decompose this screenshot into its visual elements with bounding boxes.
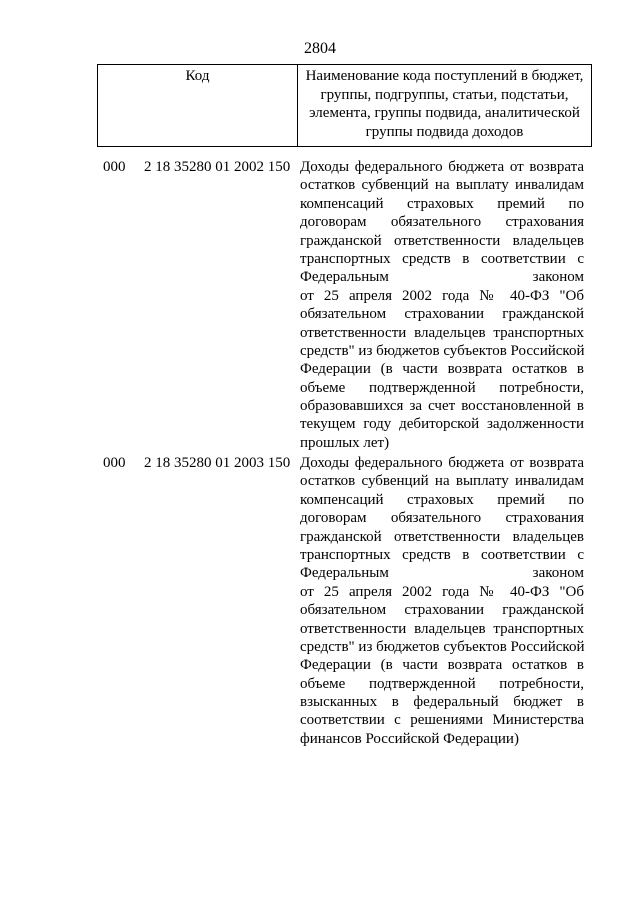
description-line: обязательном страховании гражданской — [300, 306, 584, 323]
header-name-line: группы, подгруппы, статьи, подстатьи, — [320, 86, 569, 103]
budget-code: 2 18 35280 01 2003 150 — [144, 455, 291, 471]
description-line: Федерации (в части возврата остатков в — [300, 361, 584, 378]
description-line: Федеральным законом — [300, 565, 584, 582]
page-number: 2804 — [304, 40, 336, 57]
description-line: транспортных средств в соответствии с — [300, 250, 584, 267]
header-name-line: Наименование кода поступлений в бюджет, — [305, 68, 584, 84]
description-line: обязательном страховании гражданской — [300, 602, 584, 619]
description-line: гражданской ответственности владельцев — [300, 232, 584, 249]
description-line: Доходы федерального бюджета от возврата — [300, 455, 584, 471]
row-description — [300, 158, 584, 452]
description-line: текущем году дебиторской задолженности — [300, 416, 584, 433]
row-description — [300, 454, 584, 748]
description-line: от 25 апреля 2002 года № 40-ФЗ "Об — [300, 583, 584, 600]
description-line: ответственности владельцев транспортных — [300, 620, 584, 637]
description-line: средств" из бюджетов субъектов Российской — [300, 638, 585, 655]
admin-code: 000 — [103, 159, 126, 175]
description-line: соответствии с решениями Министерства — [300, 712, 584, 729]
description-line: объеме подтвержденной потребности, — [300, 675, 584, 692]
description-line: остатков субвенций на выплату инвалидам — [300, 177, 584, 194]
description-line: прошлых лет) — [300, 434, 390, 451]
description-line: компенсаций страховых премий по — [300, 491, 584, 508]
header-code-cell: Код — [98, 65, 298, 146]
budget-code: 2 18 35280 01 2002 150 — [144, 159, 291, 175]
admin-code: 000 — [103, 455, 126, 471]
header-name-line: группы подвида доходов — [365, 123, 524, 140]
description-line: остатков субвенций на выплату инвалидам — [300, 473, 584, 490]
description-line: Доходы федерального бюджета от возврата — [300, 159, 584, 175]
description-line: гражданской ответственности владельцев — [300, 528, 584, 545]
description-line: образовавшихся за счет восстановленной в — [300, 398, 584, 415]
description-line: Федеральным законом — [300, 269, 584, 286]
description-line: транспортных средств в соответствии с — [300, 546, 584, 563]
description-line: компенсаций страховых премий по — [300, 195, 584, 212]
description-line: объеме подтвержденной потребности, — [300, 379, 584, 396]
description-line: средств" из бюджетов субъектов Российской — [300, 342, 585, 359]
table-header — [97, 64, 592, 147]
header-name-line: элемента, группы подвида, аналитической — [309, 105, 580, 121]
description-line: от 25 апреля 2002 года № 40-ФЗ "Об — [300, 287, 584, 304]
description-line: взысканных в федеральный бюджет в — [300, 694, 584, 711]
description-line: договорам обязательного страхования — [300, 510, 584, 527]
description-line: ответственности владельцев транспортных — [300, 324, 584, 341]
description-line: договорам обязательного страхования — [300, 214, 584, 231]
header-name-cell — [298, 65, 591, 146]
description-line: финансов Российской Федерации) — [300, 730, 519, 747]
description-line: Федерации (в части возврата остатков в — [300, 657, 584, 674]
